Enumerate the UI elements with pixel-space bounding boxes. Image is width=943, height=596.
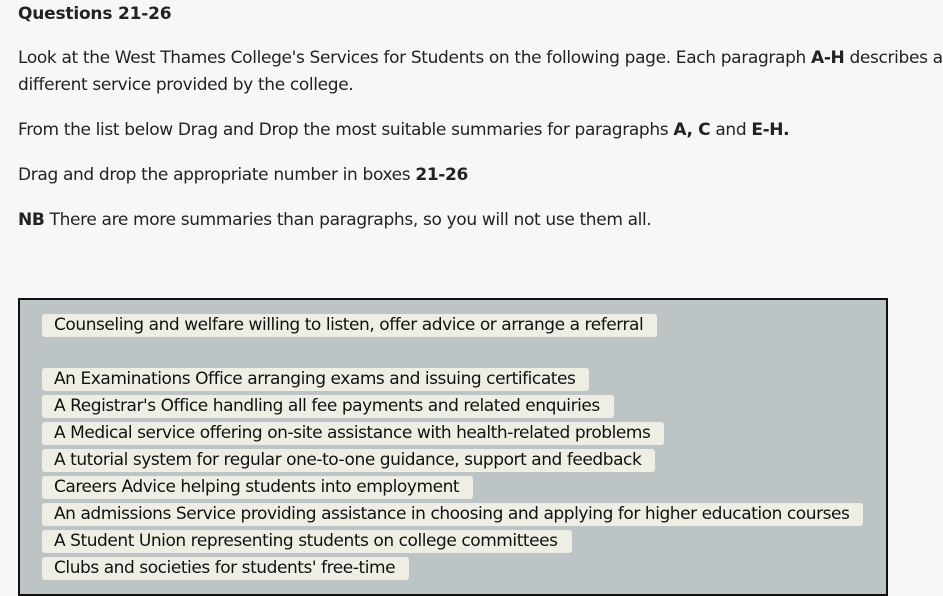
summary-chip[interactable]: A Student Union representing students on college committees	[42, 530, 572, 553]
instruction-bold: E-H.	[751, 120, 790, 140]
instruction-bold: A-H	[811, 48, 845, 68]
instruction-paragraph-3	[18, 162, 468, 189]
summary-chip[interactable]: Counseling and welfare willing to listen, offer advice or arrange a referral	[42, 314, 657, 337]
instruction-text: Drag and drop the appropriate number in boxes	[18, 165, 416, 185]
summary-chip[interactable]: Clubs and societies for students' free-time	[42, 557, 409, 580]
instruction-text: different service provided by the college.	[18, 75, 354, 95]
instruction-text: There are more summaries than paragraphs, so you will not use them all.	[44, 210, 652, 230]
instruction-bold: NB	[18, 210, 45, 230]
instruction-text: Look at the West Thames College's Services for Students on the following page. Each paragraph	[18, 48, 812, 68]
summary-chip[interactable]: A tutorial system for regular one-to-one guidance, support and feedback	[42, 449, 655, 472]
section-heading: Questions 21-26	[18, 4, 172, 24]
instruction-paragraph-1	[18, 45, 943, 99]
summary-chip[interactable]: Careers Advice helping students into employment	[42, 476, 473, 499]
instruction-text: describes a	[844, 48, 943, 68]
instruction-text: From the list below Drag and Drop the most suitable summaries for paragraphs	[18, 120, 674, 140]
summary-chip[interactable]: An Examinations Office arranging exams and issuing certificates	[42, 368, 589, 391]
instruction-text: and	[710, 120, 752, 140]
instruction-bold: A, C	[673, 120, 711, 140]
summary-chip[interactable]: A Registrar's Office handling all fee payments and related enquiries	[42, 395, 614, 418]
summary-chip[interactable]: A Medical service offering on-site assistance with health-related problems	[42, 422, 664, 445]
summary-drag-source-box	[18, 298, 888, 596]
instruction-paragraph-4	[18, 207, 651, 234]
instruction-paragraph-2	[18, 117, 789, 144]
instruction-bold: 21-26	[415, 165, 468, 185]
summary-chip[interactable]: An admissions Service providing assistance in choosing and applying for higher education courses	[42, 503, 863, 526]
